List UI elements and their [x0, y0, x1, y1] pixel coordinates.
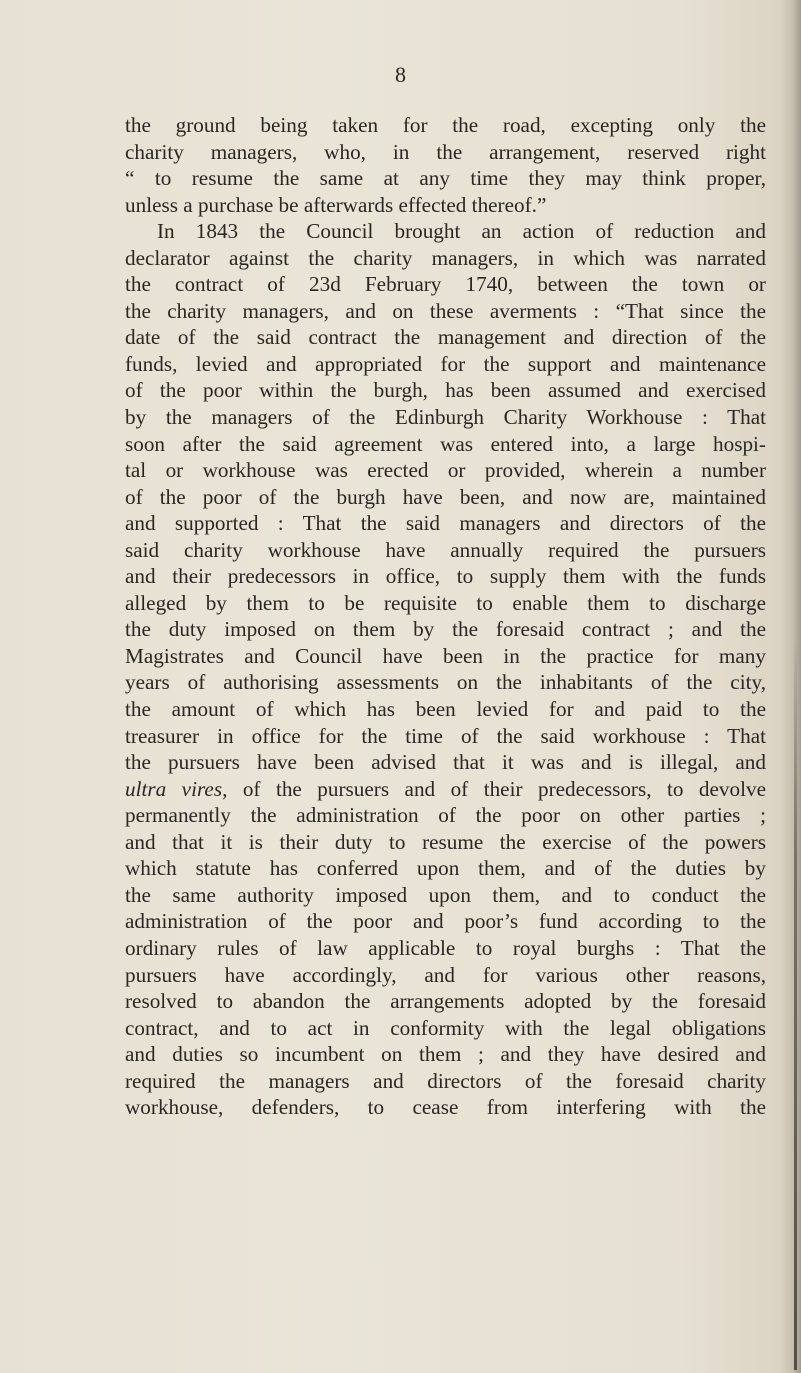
text-line-36: and duties so incumbent on them ; and they have desired and — [125, 1042, 766, 1067]
text-line-22: years of authorising assessments on the inhabitants of the city, — [125, 670, 766, 695]
text-line-4: unless a purchase be afterwards effected thereof.” — [125, 192, 547, 217]
text-line-20: the duty imposed on them by the foresaid contract ; and the — [125, 617, 766, 642]
binding-edge — [794, 640, 797, 1370]
text-line-26-rest: of the pursuers and of their predecessors, to devolve — [227, 776, 767, 801]
text-line-34: resolved to abandon the arrangements adopted by the foresaid — [125, 989, 766, 1014]
text-line-32: ordinary rules of law applicable to royal burghs : That the — [125, 935, 766, 960]
italic-phrase: ultra vires, — [125, 776, 228, 801]
text-line-18: and their predecessors in office, to supply them with the funds — [125, 564, 766, 589]
text-line-12: by the managers of the Edinburgh Charity Workhouse : That — [125, 405, 766, 430]
text-line-29: which statute has conferred upon them, and of the duties by — [125, 856, 766, 881]
text-line-1: the ground being taken for the road, excepting only the — [125, 113, 766, 137]
text-line-11: of the poor within the burgh, has been assumed and exercised — [125, 378, 766, 403]
text-line-31: administration of the poor and poor’s fund according to the — [125, 909, 766, 934]
text-line-24: treasurer in office for the time of the said workhouse : That — [125, 723, 766, 748]
text-line-25: the pursuers have been advised that it was and is illegal, and — [125, 750, 766, 775]
text-line-13: soon after the said agreement was entered into, a large hospi- — [125, 431, 766, 456]
text-line-17: said charity workhouse have annually required the pursuers — [125, 537, 766, 562]
page-edge-shadow — [779, 0, 801, 1373]
text-line-23: the amount of which has been levied for and paid to the — [125, 697, 766, 722]
text-line-26 — [125, 776, 766, 803]
text-line-6: declarator against the charity managers, in which was narrated — [125, 245, 766, 270]
text-line-15: of the poor of the burgh have been, and now are, maintained — [125, 484, 766, 509]
text-line-10: funds, levied and appropriated for the support and maintenance — [125, 351, 766, 376]
text-line-21: Magistrates and Council have been in the practice for many — [125, 643, 766, 668]
page-number: 8 — [395, 62, 406, 87]
text-line-37: required the managers and directors of the foresaid charity — [125, 1068, 766, 1093]
text-line-16: and supported : That the said managers and directors of the — [125, 511, 766, 536]
text-line-8: the charity managers, and on these averments : “That since the — [125, 298, 766, 323]
text-line-27: permanently the administration of the poor on other parties ; — [125, 803, 766, 828]
text-line-19: alleged by them to be requisite to enable them to discharge — [125, 590, 766, 615]
text-line-38: workhouse, defenders, to cease from interfering with the — [125, 1095, 766, 1120]
text-line-9: date of the said contract the management and direction of the — [125, 325, 766, 350]
text-line-14: tal or workhouse was erected or provided, wherein a number — [125, 458, 766, 483]
text-line-3: “ to resume the same at any time they may think proper, — [125, 166, 766, 191]
text-line-33: pursuers have accordingly, and for various other reasons, — [125, 962, 766, 987]
body-text — [125, 112, 766, 1121]
text-line-7: the contract of 23d February 1740, between the town or — [125, 272, 766, 297]
text-line-5: In 1843 the Council brought an action of reduction and — [157, 219, 766, 244]
text-line-28: and that it is their duty to resume the exercise of the powers — [125, 829, 766, 854]
text-line-2: charity managers, who, in the arrangement, reserved right — [125, 139, 766, 164]
text-line-35: contract, and to act in conformity with the legal obligations — [125, 1015, 766, 1040]
text-line-30: the same authority imposed upon them, and to conduct the — [125, 882, 766, 907]
